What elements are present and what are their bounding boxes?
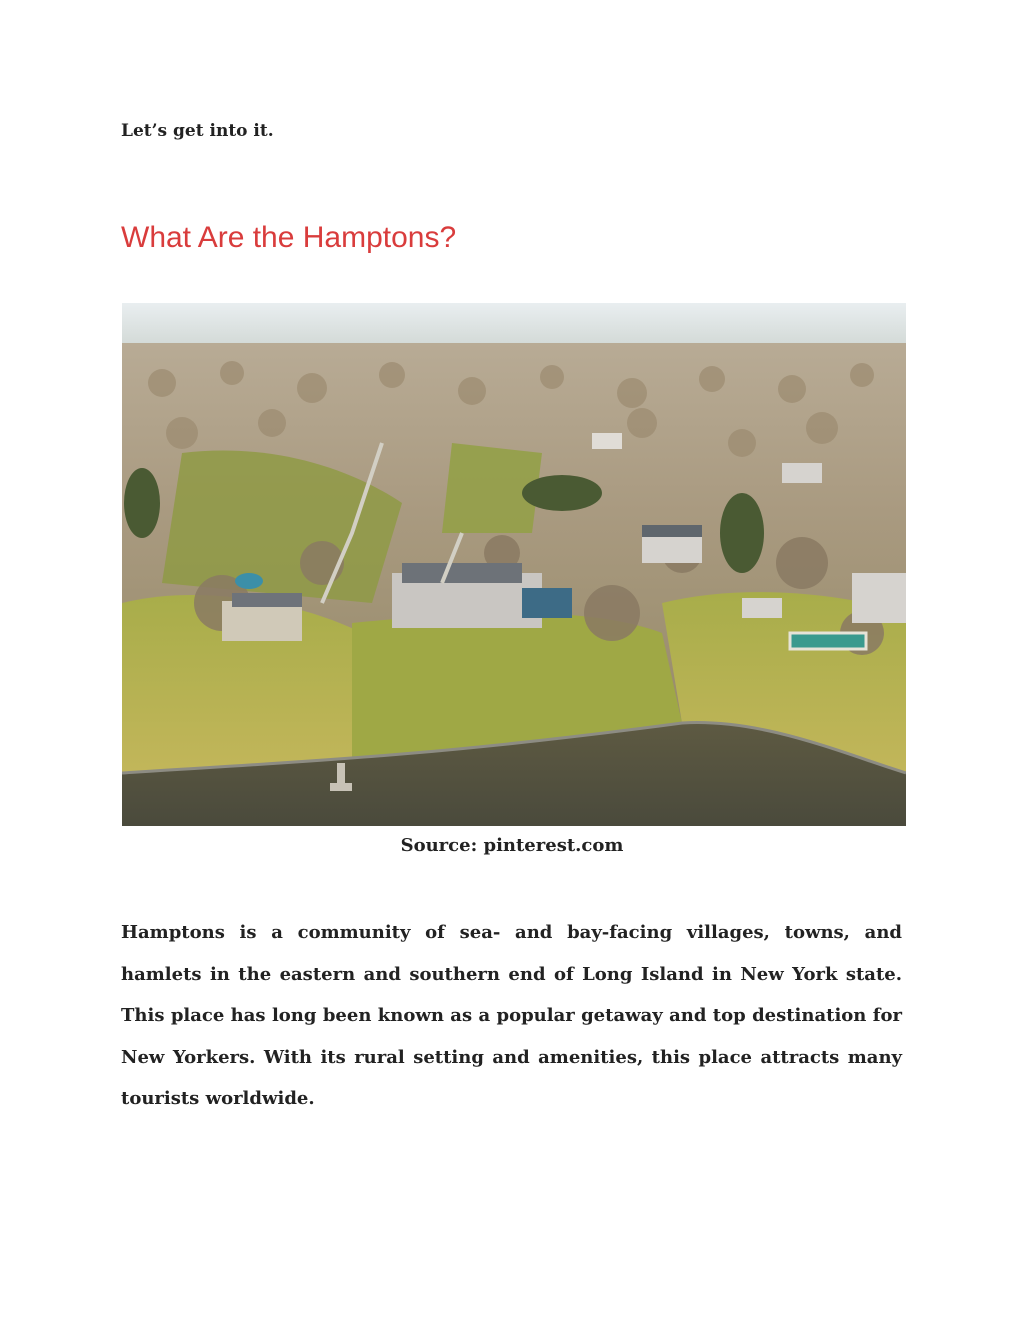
body-paragraph: Hamptons is a community of sea- and bay-facing villages, towns, and hamlets in the eastern and southern end of Long Island in New York state. This place has long been known as a popular getaway and top destination for New Yorkers. With its rural setting and amenities, this place attracts many tourists worldwide. (121, 922, 902, 1109)
section-heading: What Are the Hamptons? (121, 221, 457, 254)
image-caption: Source: pinterest.com (400, 835, 624, 856)
intro-text: Let’s get into it. (121, 121, 274, 141)
aerial-photo (122, 303, 906, 826)
